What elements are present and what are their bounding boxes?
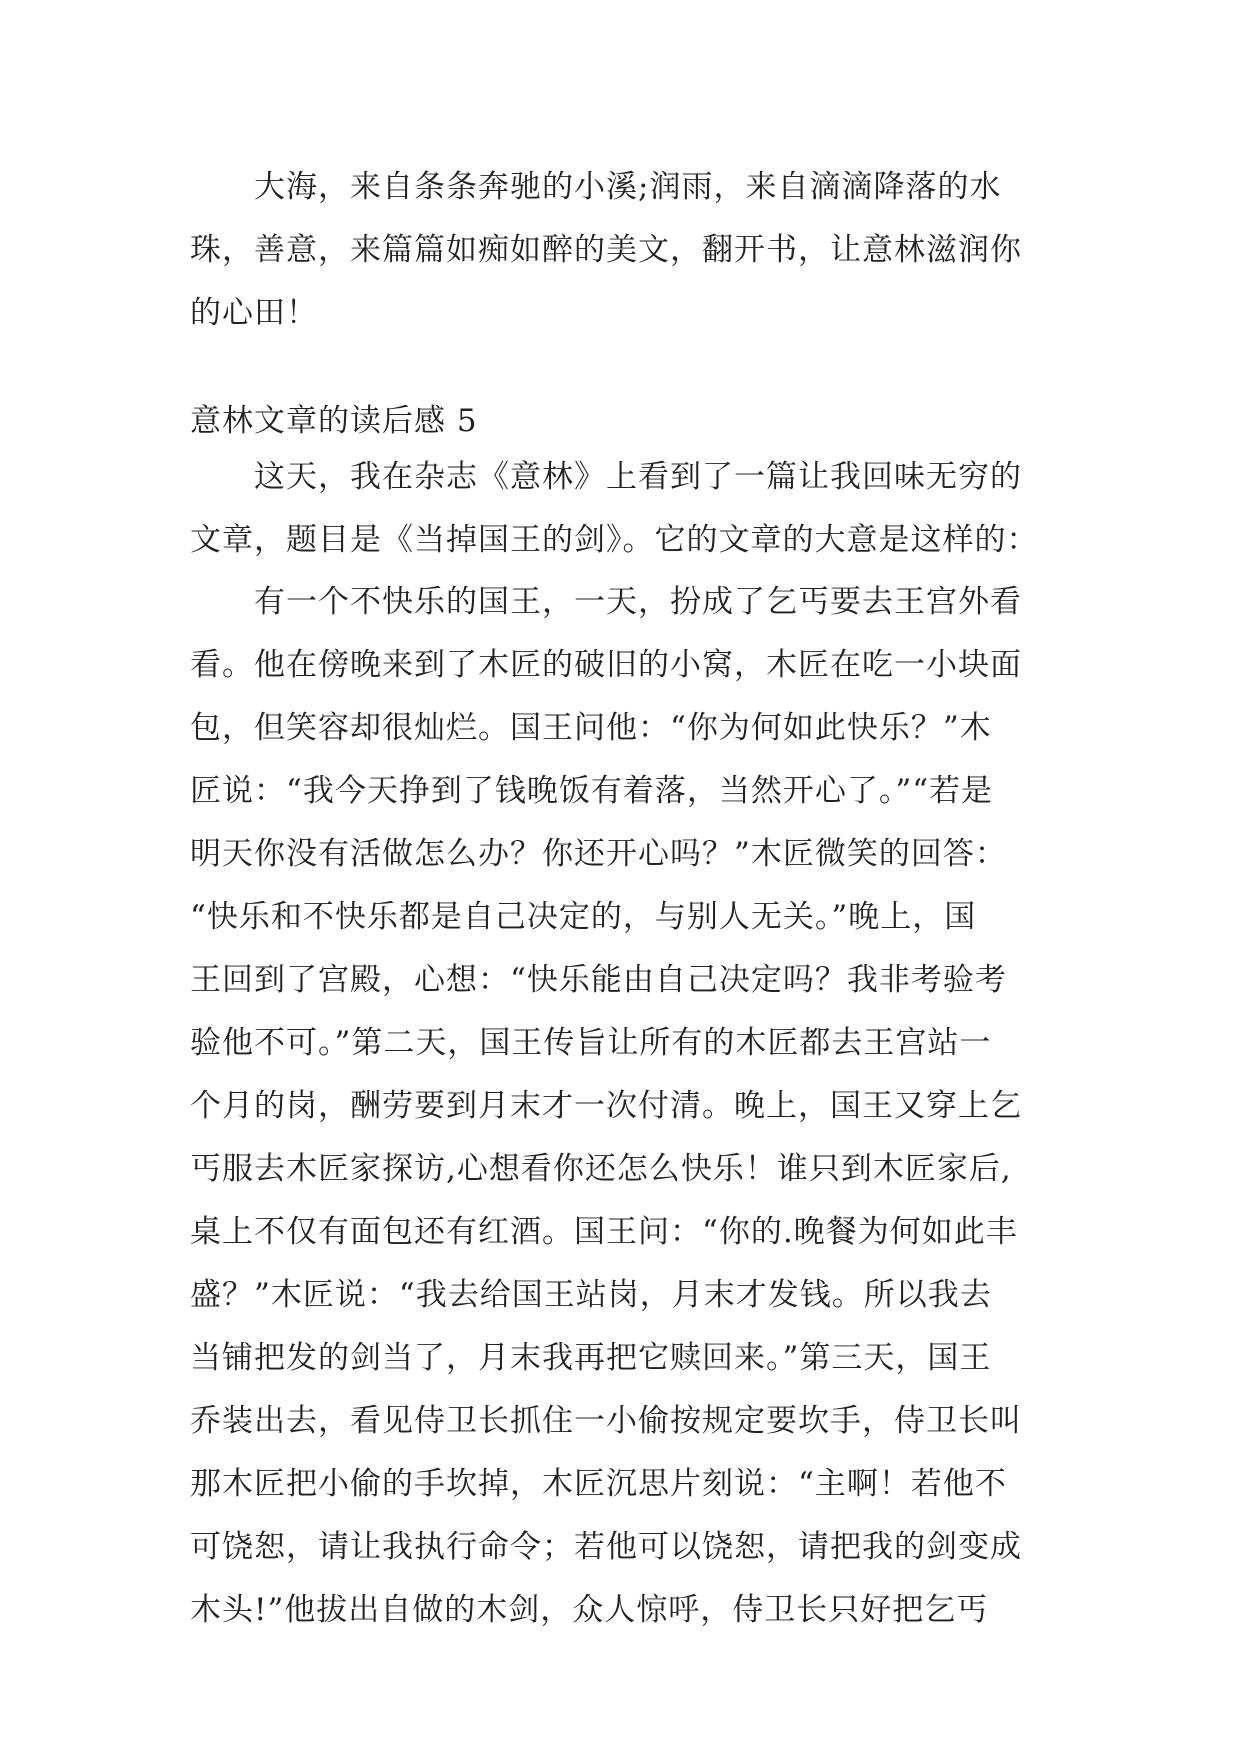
paragraph-reading bbox=[190, 446, 1050, 572]
paragraph-line: 木头!”他拔出自做的木剑，众人惊呼，侍卫长只好把乞丐 bbox=[190, 1592, 989, 1628]
paragraph-line: 桌上不仅有面包还有红酒。国王问：“你的.晚餐为何如此丰 bbox=[190, 1214, 1018, 1250]
paragraph-intro bbox=[190, 156, 1050, 345]
paragraph-line: 这天，我在杂志《意林》上看到了一篇让我回味无穷的 bbox=[254, 459, 1022, 495]
paragraph-line: 可饶恕，请让我执行命令；若他可以饶恕，请把我的剑变成 bbox=[190, 1529, 1022, 1565]
paragraph-line: 盛？”木匠说：“我去给国王站岗，月末才发钱。所以我去 bbox=[190, 1277, 992, 1313]
paragraph-line: 王回到了宫殿，心想：“快乐能由自己决定吗？我非考验考 bbox=[190, 962, 1007, 998]
paragraph-line: 丐服去木匠家探访,心想看你还怎么快乐！谁只到木匠家后, bbox=[190, 1151, 1012, 1187]
paragraph-line: 那木匠把小偷的手坎掉，木匠沉思片刻说：“主啊！若他不 bbox=[190, 1466, 1007, 1502]
paragraph-line: 珠，善意，来篇篇如痴如醉的美文，翻开书，让意林滋润你 bbox=[190, 232, 1022, 268]
paragraph-story bbox=[190, 571, 1050, 1642]
paragraph-line: 乔装出去，看见侍卫长抓住一小偷按规定要坎手，侍卫长叫 bbox=[190, 1403, 1022, 1439]
paragraph-line: 包，但笑容却很灿烂。国王问他：“你为何如此快乐？”木 bbox=[190, 710, 992, 746]
paragraph-line: 当铺把发的剑当了，月末我再把它赎回来。”第三天，国王 bbox=[190, 1340, 992, 1376]
paragraph-line: 看。他在傍晚来到了木匠的破旧的小窝，木匠在吃一小块面 bbox=[190, 647, 1022, 683]
paragraph-line: 大海，来自条条奔驰的小溪;润雨，来自滴滴降落的水 bbox=[254, 169, 1002, 205]
paragraph-line: 文章，题目是《当掉国王的剑》。它的文章的大意是这样的： bbox=[190, 522, 1039, 558]
paragraph-line: 验他不可。”第二天，国王传旨让所有的木匠都去王宫站一 bbox=[190, 1025, 992, 1061]
paragraph-line: 明天你没有活做怎么办？你还开心吗？”木匠微笑的回答： bbox=[190, 836, 1007, 872]
paragraph-line: 的心田！ bbox=[190, 295, 318, 331]
paragraph-line: 个月的岗，酬劳要到月末才一次付清。晚上，国王又穿上乞 bbox=[190, 1088, 1022, 1124]
paragraph-line: “快乐和不快乐都是自己决定的，与别人无关。”晚上，国 bbox=[190, 899, 977, 935]
paragraph-line: 有一个不快乐的国王，一天，扮成了乞丐要去王宫外看 bbox=[254, 584, 1022, 620]
section-heading: 意林文章的读后感 5 bbox=[190, 403, 478, 439]
paragraph-line: 匠说：“我今天挣到了钱晚饭有着落，当然开心了。”“若是 bbox=[190, 773, 994, 809]
